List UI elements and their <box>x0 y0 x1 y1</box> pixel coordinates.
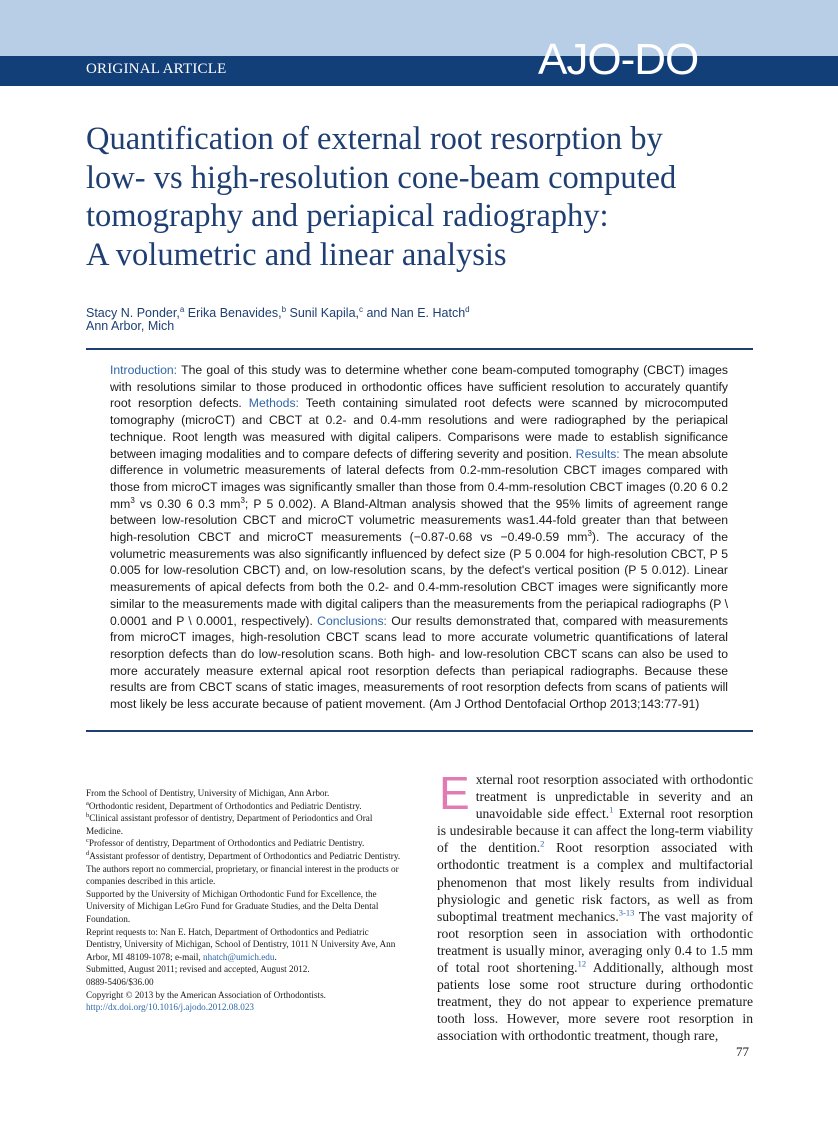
footnote-text: Assistant professor of dentistry, Department of Orthodontics and Pediatric Dentistry. <box>89 850 401 861</box>
footnotes <box>86 787 404 1014</box>
footnote-text: Reprint requests to: Nan E. Hatch, Department of Orthodontics and Pediatric Dentistry, University of Michigan, School of Dentistry, 1011 N University Ave, Ann Arbor, MI 48109-1078; e-mail, <box>86 926 396 962</box>
body-text-segment: External root resorption is undesirable because it can affect the long-term viability of the dentition. <box>437 806 753 856</box>
author-name: Nan E. Hatch <box>390 306 466 321</box>
abstract-bottom-rule <box>86 730 753 732</box>
footnote-text: . <box>274 951 277 962</box>
superscript: 3 <box>587 528 592 538</box>
body-text-segment: Additionally, although most patients lose some root structure during orthodontic treatment, they do not appear to experience premature tooth loss. However, more severe root resorption in association with orthodontic treatment, though rare, <box>437 960 753 1044</box>
abstract-text: Teeth containing simulated root defects were scanned by microcomputed tomography (microCT) and CBCT at 0.2- and 0.4-mm resolutions and were radiographed by the periapical technique. Root length was measured with digital calipers. Comparisons were made to establish significance between imaging modalities and to compare defects of differing severity and position. <box>110 396 728 461</box>
section-label: ORIGINAL ARTICLE <box>86 61 227 77</box>
title-line: low- vs high-resolution cone-beam computed <box>86 159 677 196</box>
abstract-heading-results: Results: <box>575 446 620 461</box>
abstract-text: Our results demonstrated that, compared with measurements from microCT images, high-resolution CBCT scans lead to more accurate volumetric quantifications of lateral resorption defects than do low-resolution scans. Both high- and low-resolution CBCT scans can also be used to more accurately measure external apical root resorption defects than periapical radiographs. Because these results are from CBCT scans of static images, measurements of root resorption defects from scans of patients will most likely be less accurate because of patient movement. (Am J Orthod Dentofacial Orthop 2013;143:77-91) <box>110 613 728 712</box>
footnote-affiliation-b <box>86 812 404 837</box>
journal-logo: AJO-DO <box>538 35 699 84</box>
footnote-affiliation-d <box>86 850 404 863</box>
footnote-conflict: The authors report no commercial, proprietary, or financial interest in the products or companies described in this article. <box>86 863 399 887</box>
affil-marker: d <box>86 849 90 857</box>
superscript: 3 <box>240 495 245 505</box>
body-text-segment: The vast majority of root resorption seen in association with orthodontic treatment is usually minor, averaging only 0.4 to 1.5 mm of total root shortening. <box>437 908 754 976</box>
affil-marker: c <box>86 837 89 845</box>
author-affil-marker: c <box>359 305 363 314</box>
body-text-segment: xternal root resorption associated with orthodontic treatment is unpredictable in severity and an unavoidable side effect. <box>475 772 753 822</box>
footnote-text: Professor of dentistry, Department of Orthodontics and Pediatric Dentistry. <box>88 838 365 849</box>
abstract-top-rule <box>86 348 753 350</box>
reference-link[interactable]: 2 <box>540 838 545 849</box>
header-band-light <box>0 0 838 56</box>
author-affil-marker: b <box>281 305 287 314</box>
abstract-heading-introduction: Introduction: <box>110 363 178 377</box>
footnote-issn: 0889-5406/$36.00 <box>86 976 154 987</box>
email-link[interactable]: nhatch@umich.edu <box>203 951 275 962</box>
doi-link[interactable]: http://dx.doi.org/10.1016/j.ajodo.2012.08.023 <box>86 1002 255 1013</box>
author-affil-marker: a <box>179 305 185 314</box>
title-line: tomography and periapical radiography: <box>86 198 609 234</box>
abstract-heading-conclusions: Conclusions: <box>317 613 387 628</box>
footnote-copyright: Copyright © 2013 by the American Association of Orthodontists. <box>86 989 326 1000</box>
drop-cap: E <box>439 767 470 819</box>
abstract-text: ; P 5 0.002). A Bland-Altman analysis showed that the 95% limits of agreement range between low-resolution CBCT and microCT volumetric measurements was1.44-fold greater than that between high-resolution CBCT and microCT measurements (−0.87-0.68 vs −0.49-0.59 mm <box>110 496 728 545</box>
author-name: Erika Benavides, <box>187 306 282 321</box>
reference-link[interactable]: 1 <box>609 804 614 815</box>
abstract-text: The goal of this study was to determine whether cone beam-computed tomography (CBCT) images with resolutions similar to those produced in orthodontic offices have sufficient resolution to accurately quantify root resorption defects. <box>110 363 728 411</box>
body-text <box>437 767 754 1045</box>
author-name: Stacy N. Ponder, <box>86 306 180 321</box>
page-number: 77 <box>736 1044 749 1059</box>
abstract <box>110 362 728 713</box>
author-affil-marker: d <box>465 305 470 314</box>
affil-marker: a <box>86 799 89 807</box>
title-line: A volumetric and linear analysis <box>86 236 507 273</box>
author-location: Ann Arbor, Mich <box>86 319 175 333</box>
abstract-text: The mean absolute difference in volumetric measurements of lateral defects from 0.2-mm-resolution CBCT images compared with those from microCT images was significantly smaller than those from 0.4-mm-resolution CBCT images (0.20 6 0.2 mm <box>110 446 728 511</box>
body-text-segment: Root resorption associated with orthodontic treatment is a complex and multifactorial phenomenon that most likely results from individual physiologic and genetic risk factors, as well as from suboptimal treatment mechanics. <box>437 840 753 924</box>
abstract-text: vs 0.30 6 0.3 mm <box>134 496 241 511</box>
footnote-funding: Supported by the University of Michigan Orthodontic Fund for Excellence, the University of Michigan LeGro Fund for Graduate Studies, and the Delta Dental Foundation. <box>86 888 379 924</box>
reference-link[interactable]: 3-13 <box>618 907 635 918</box>
footnote-school: From the School of Dentistry, University of Michigan, Ann Arbor. <box>86 788 330 798</box>
abstract-heading-methods: Methods: <box>248 396 299 411</box>
footnote-text: Clinical assistant professor of dentistry, Department of Periodontics and Oral Medicine. <box>86 813 373 836</box>
footnote-reprint <box>86 926 404 964</box>
superscript: 3 <box>130 495 135 505</box>
article-title <box>86 120 766 274</box>
footnote-dates: Submitted, August 2011; revised and accepted, August 2012. <box>86 964 310 975</box>
title-line: Quantification of external root resorption by <box>86 121 663 157</box>
abstract-text: ). The accuracy of the volumetric measurements was also significantly influenced by defect size (P 5 0.004 for high-resolution CBCT, P 5 0.005 for low-resolution CBCT) and, on low-resolution scans, by the defect's vertical position (P 5 0.012). Linear measurements of apical defects from both the 0.2- and 0.4-mm-resolution CBCT images were significantly more similar to the measurements made with digital calipers than the measurements from the periapical radiographs (P \ 0.0001 and P \ 0.0001, respectively). <box>110 530 728 628</box>
footnote-text: Orthodontic resident, Department of Orthodontics and Pediatric Dentistry. <box>88 800 362 811</box>
author-name: Sunil Kapila, <box>289 306 359 321</box>
affil-marker: b <box>86 812 90 820</box>
footnote-affiliation-a <box>86 800 404 813</box>
author-separator: and <box>363 306 391 321</box>
footnote-affiliation-c <box>86 837 404 850</box>
reference-link[interactable]: 12 <box>577 958 587 969</box>
